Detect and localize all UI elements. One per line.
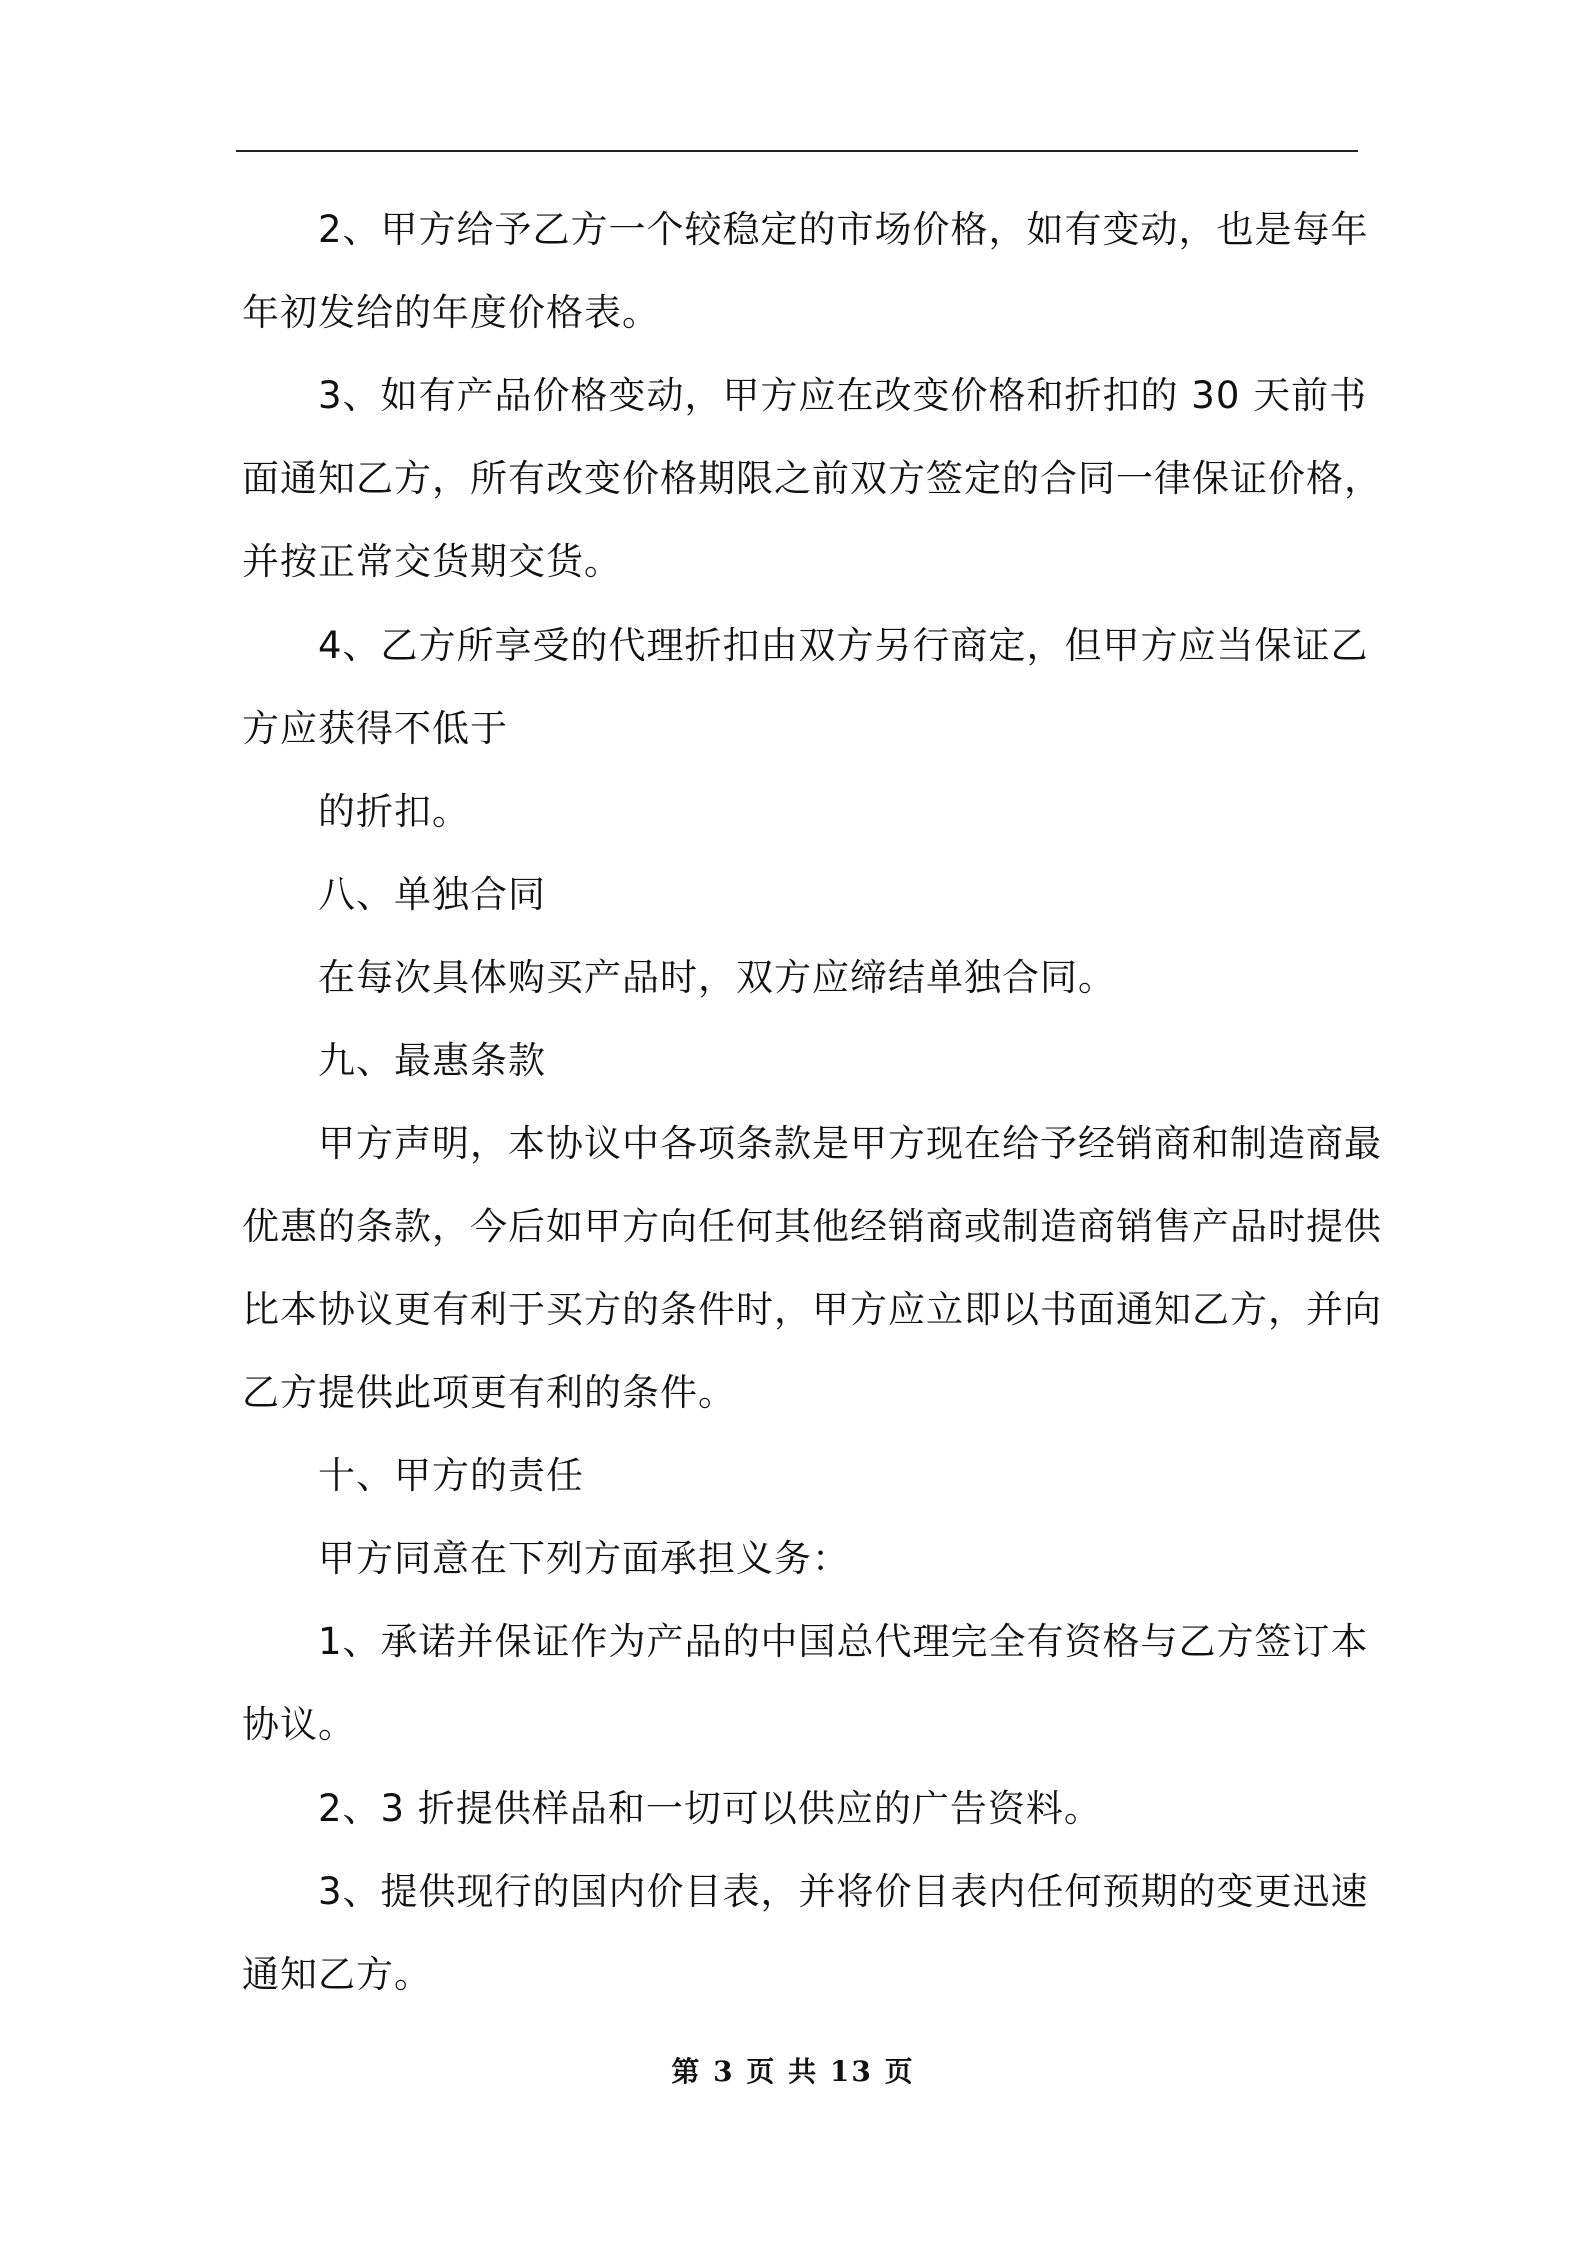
paragraph-line: 年初发给的年度价格表。 [242,291,660,334]
paragraph-line: 乙方提供此项更有利的条件。 [242,1371,736,1414]
paragraph-line: 协议。 [242,1703,356,1746]
paragraph-line: 的折扣。 [318,790,470,833]
paragraph-line: 4、乙方所享受的代理折扣由双方另行商定，但甲方应当保证乙 [318,624,1369,667]
page-number-footer: 第 3 页 共 13 页 [671,2055,915,2088]
paragraph-line: 比本协议更有利于买方的条件时，甲方应立即以书面通知乙方，并向 [242,1288,1382,1331]
paragraph-line: 优惠的条款，今后如甲方向任何其他经销商或制造商销售产品时提供 [242,1205,1382,1248]
paragraph-line: 2、3 折提供样品和一切可以供应的广告资料。 [318,1787,1102,1830]
paragraph-line: 面通知乙方，所有改变价格期限之前双方签定的合同一律保证价格， [242,457,1382,500]
paragraph-line: 甲方声明，本协议中各项条款是甲方现在给予经销商和制造商最 [318,1122,1382,1165]
paragraph-line: 3、提供现行的国内价目表，并将价目表内任何预期的变更迅速 [318,1870,1369,1913]
header-rule [236,150,1358,152]
paragraph-line: 甲方同意在下列方面承担义务： [318,1537,850,1580]
section-heading: 九、最惠条款 [318,1039,546,1082]
paragraph-line: 3、如有产品价格变动，甲方应在改变价格和折扣的 30 天前书 [318,374,1368,417]
paragraph-line: 并按正常交货期交货。 [242,540,622,583]
paragraph-line: 方应获得不低于 [242,707,508,750]
paragraph-line: 1、承诺并保证作为产品的中国总代理完全有资格与乙方签订本 [318,1620,1369,1663]
section-heading: 十、甲方的责任 [318,1454,584,1497]
paragraph-line: 在每次具体购买产品时，双方应缔结单独合同。 [318,956,1116,999]
paragraph-line: 2、甲方给予乙方一个较稳定的市场价格，如有变动，也是每年 [318,208,1369,251]
paragraph-line: 通知乙方。 [242,1953,432,1996]
section-heading: 八、单独合同 [318,873,546,916]
